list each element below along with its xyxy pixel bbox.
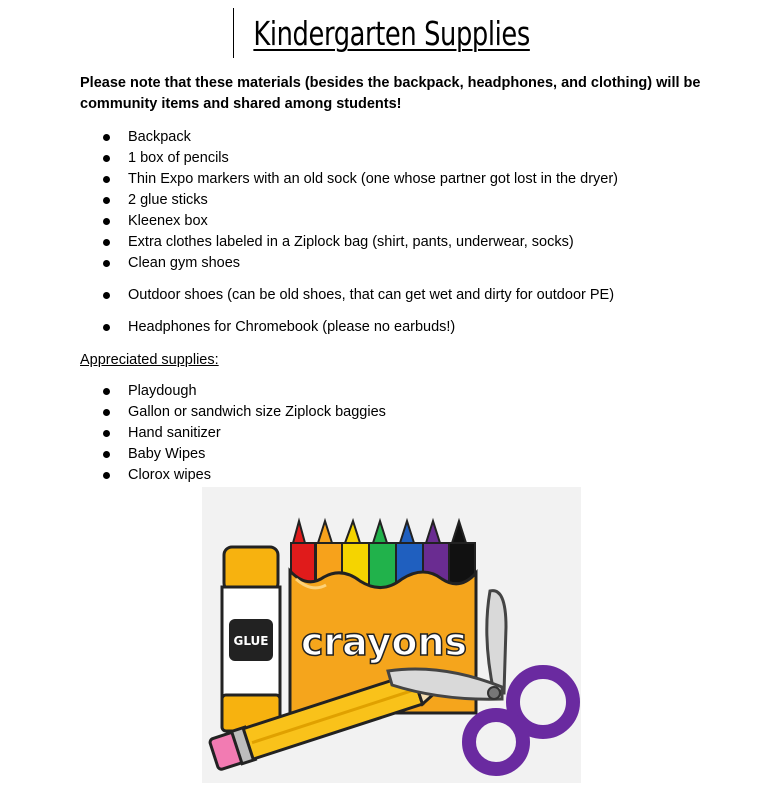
list-item: Backpack	[0, 127, 618, 148]
crayons-icon	[291, 521, 475, 587]
list-item: Kleenex box	[0, 211, 618, 232]
bullet-icon	[103, 155, 110, 162]
crayons-label: crayons	[300, 620, 468, 664]
bullet-icon	[103, 451, 110, 458]
shared-items-note: Please note that these materials (besides the backpack, headphones, and clothing) will be community items and shared among students!	[80, 75, 701, 112]
page-title	[86, 12, 697, 56]
crayon-black	[449, 521, 475, 583]
appreciated-list	[0, 381, 386, 486]
list-item: 2 glue sticks	[0, 190, 618, 211]
list-item: 1 box of pencils	[0, 148, 618, 169]
list-item: Hand sanitizer	[0, 423, 386, 444]
bullet-icon	[103, 324, 110, 331]
list-item: Thin Expo markers with an old sock (one whose partner got lost in the dryer)	[0, 169, 618, 190]
list-item: Clorox wipes	[0, 465, 386, 486]
glue-stick-icon	[222, 547, 280, 731]
school-supplies-clipart	[202, 487, 581, 783]
bullet-icon	[103, 472, 110, 479]
bullet-icon	[103, 409, 110, 416]
bullet-icon	[103, 292, 110, 299]
supplies-list	[0, 127, 618, 338]
list-item: Headphones for Chromebook (please no earbuds!)	[0, 317, 618, 338]
bullet-icon	[103, 197, 110, 204]
list-item: Clean gym shoes	[0, 253, 618, 274]
bullet-icon	[103, 430, 110, 437]
crayon-green	[369, 521, 396, 587]
clipart-svg	[202, 487, 581, 783]
bullet-icon	[103, 239, 110, 246]
bullet-icon	[103, 218, 110, 225]
list-item: Extra clothes labeled in a Ziplock bag (shirt, pants, underwear, socks)	[0, 232, 618, 253]
appreciated-heading: Appreciated supplies:	[80, 352, 219, 368]
list-item: Playdough	[0, 381, 386, 402]
glue-label: GLUE	[233, 634, 269, 648]
bullet-icon	[103, 176, 110, 183]
bullet-icon	[103, 260, 110, 267]
page-title-text: Kindergarten Supplies	[253, 14, 530, 53]
list-item: Outdoor shoes (can be old shoes, that can get wet and dirty for outdoor PE)	[0, 285, 618, 306]
list-item: Baby Wipes	[0, 444, 386, 465]
bullet-icon	[103, 388, 110, 395]
list-item: Gallon or sandwich size Ziplock baggies	[0, 402, 386, 423]
bullet-icon	[103, 134, 110, 141]
